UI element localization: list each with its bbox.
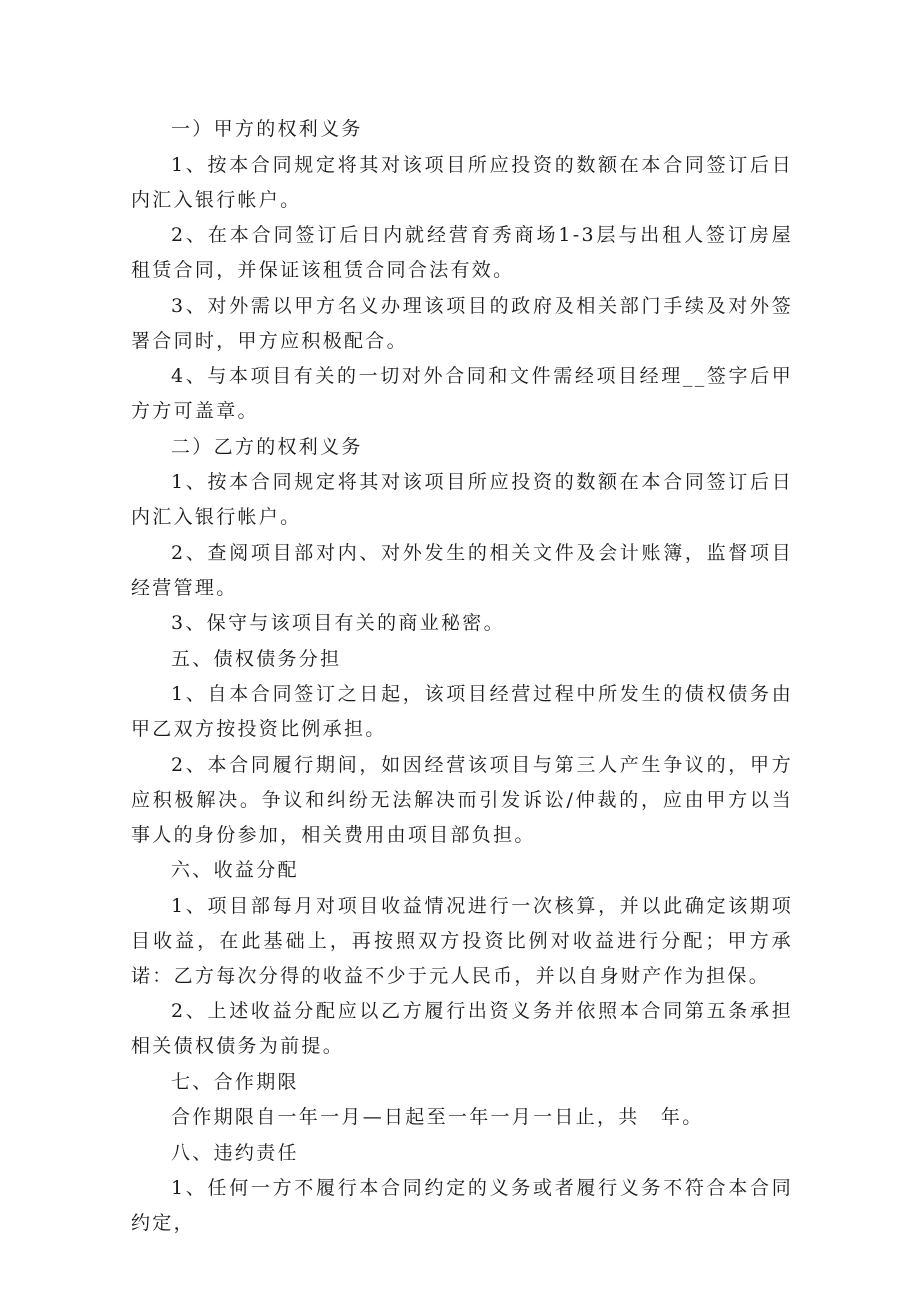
- paragraph: 3、保守与该项目有关的商业秘密。: [171, 612, 505, 634]
- paragraph: 4、与本项目有关的一切对外合同和文件需经项目经理__签字后甲方方可盖章。: [131, 365, 793, 422]
- paragraph: 1、任何一方不履行本合同约定的义务或者履行义务不符合本合同约定，: [131, 1177, 793, 1234]
- paragraph: 2、本合同履行期间，如因经营该项目与第三人产生争议的，甲方应积极解决。争议和纠纷无法解决而引发诉讼/仲裁的，应由甲方以当事人的身份参加，相关费用由项目部负担。: [131, 753, 793, 846]
- paragraph: 3、对外需以甲方名义办理该项目的政府及相关部门手续及对外签署合同时，甲方应积极配合。: [131, 294, 793, 352]
- paragraph: 1、自本合同签订之日起，该项目经营过程中所发生的债权债务由甲乙双方按投资比例承担。: [131, 683, 793, 740]
- section-heading-debt-sharing: 五、债权债务分担: [171, 647, 342, 670]
- section-heading-cooperation-term: 七、合作期限: [171, 1070, 299, 1093]
- section-heading-liability: 八、违约责任: [171, 1141, 299, 1164]
- section-heading-party-a-rights: 一）甲方的权利义务: [171, 118, 363, 140]
- paragraph: 2、查阅项目部对内、对外发生的相关文件及会计账簿，监督项目经营管理。: [131, 541, 793, 599]
- paragraph: 1、按本合同规定将其对该项目所应投资的数额在本合同签订后日内汇入银行帐户。: [131, 153, 793, 211]
- paragraph: 1、按本合同规定将其对该项目所应投资的数额在本合同签订后日内汇入银行帐户。: [131, 471, 793, 528]
- document-body: [131, 112, 793, 1242]
- paragraph: 合作期限自一年一月—日起至一年一月一日止，共 年。: [171, 1106, 704, 1128]
- paragraph: 1、项目部每月对项目收益情况进行一次核算，并以此确定该期项目收益，在此基础上，再按照双方投资比例对收益进行分配；甲方承诺：乙方每次分得的收益不少于元人民币，并以自身财产作为担保。: [131, 894, 793, 987]
- paragraph: 2、上述收益分配应以乙方履行出资义务并依照本合同第五条承担相关债权债务为前提。: [131, 1000, 793, 1057]
- paragraph: 2、在本合同签订后日内就经营育秀商场1-3层与出租人签订房屋租赁合同，并保证该租赁合同合法有效。: [131, 224, 793, 281]
- section-heading-party-b-rights: 二）乙方的权利义务: [171, 435, 363, 458]
- section-heading-profit-distribution: 六、收益分配: [171, 859, 299, 881]
